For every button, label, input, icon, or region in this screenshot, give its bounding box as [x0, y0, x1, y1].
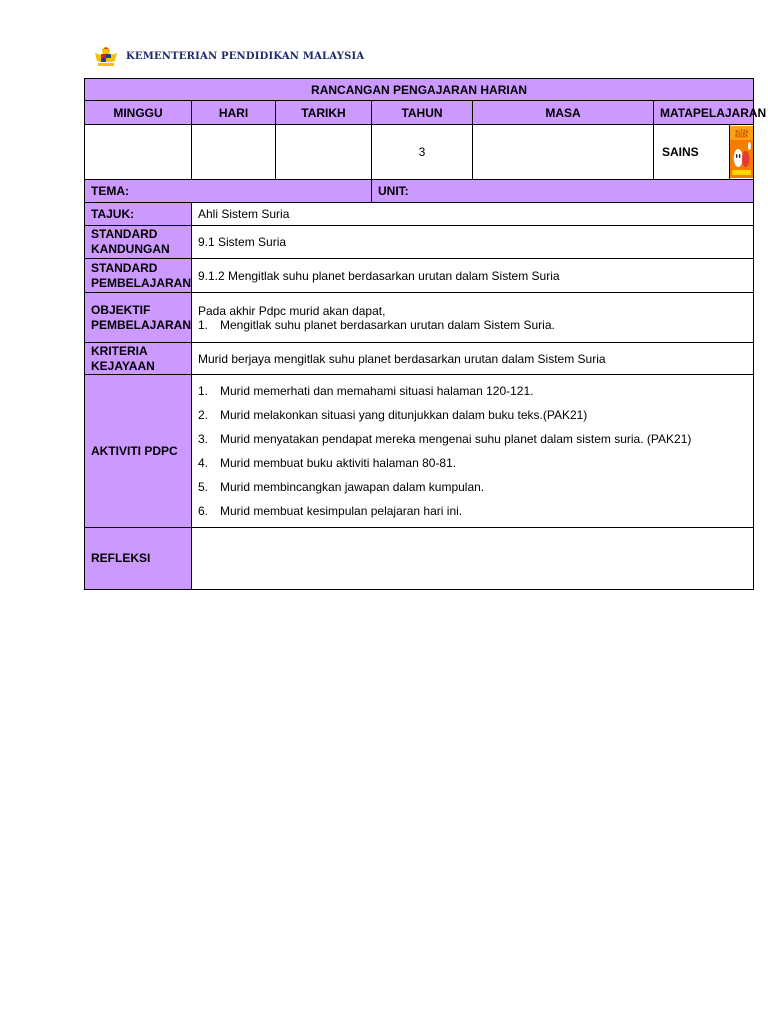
standard-kandungan-label-line2: KANDUNGAN — [91, 242, 170, 256]
col-tahun: TAHUN — [372, 101, 473, 125]
list-item-number: 2. — [198, 408, 209, 422]
col-matapelajaran: MATAPELAJARAN — [654, 101, 754, 125]
tahun-value: 3 — [372, 125, 473, 180]
list-item-number: 5. — [198, 480, 209, 494]
kriteria-value: Murid berjaya mengitlak suhu planet berdasarkan urutan dalam Sistem Suria — [192, 343, 754, 375]
list-item — [198, 403, 747, 427]
kriteria-label — [85, 343, 192, 375]
table-title: RANCANGAN PENGAJARAN HARIAN — [85, 79, 754, 101]
list-item — [198, 499, 747, 523]
list-item-number: 6. — [198, 504, 209, 518]
col-hari: HARI — [192, 101, 276, 125]
masa-value — [473, 125, 654, 180]
list-item-number: 3. — [198, 432, 209, 446]
tajuk-label: TAJUK: — [85, 203, 192, 226]
minggu-value — [85, 125, 192, 180]
list-item-text: Murid membuat buku aktiviti halaman 80-81. — [220, 456, 457, 470]
list-item-text: Murid membuat kesimpulan pelajaran hari ini. — [220, 504, 463, 518]
standard-pembelajaran-label-line1: STANDARD — [91, 260, 158, 275]
objektif-item — [198, 318, 747, 332]
ministry-name: KEMENTERIAN PENDIDIKAN MALAYSIA — [126, 50, 365, 62]
list-item-text: Murid melakonkan situasi yang ditunjukkan dalam buku teks.(PAK21) — [220, 408, 588, 422]
col-minggu: MINGGU — [85, 101, 192, 125]
objektif-label-line1: OBJEKTIF — [91, 302, 151, 317]
hari-value — [192, 125, 276, 180]
objektif-label — [85, 293, 192, 343]
aktiviti-value — [192, 375, 754, 528]
standard-pembelajaran-value: 9.1.2 Mengitlak suhu planet berdasarkan urutan dalam Sistem Suria — [192, 259, 754, 293]
list-item — [198, 427, 747, 451]
rph-table — [84, 78, 767, 590]
refleksi-value — [192, 528, 754, 590]
list-item — [198, 379, 747, 403]
objektif-label-line2: PEMBELAJARAN — [91, 317, 192, 332]
list-item — [198, 451, 747, 475]
kriteria-label-line2: KEJAYAAN — [91, 358, 155, 373]
standard-pembelajaran-label-line2: PEMBELAJARAN — [91, 275, 192, 290]
page-header — [92, 44, 364, 68]
standard-kandungan-label-line1: STANDARD — [91, 227, 158, 241]
tajuk-value: Ahli Sistem Suria — [192, 203, 754, 226]
objektif-item-number: 1. — [198, 317, 209, 332]
cover-cell — [730, 125, 754, 180]
list-item-text: Murid menyatakan pendapat mereka mengenai suhu planet dalam sistem suria. (PAK21) — [220, 432, 692, 446]
list-item — [198, 475, 747, 499]
textbook-cover-image — [730, 126, 753, 178]
kriteria-label-line1: KRITERIA — [91, 343, 148, 358]
list-item-text: Murid memerhati dan memahami situasi halaman 120-121. — [220, 384, 534, 398]
malaysia-crest-icon — [92, 45, 120, 67]
unit-label: UNIT: — [372, 180, 754, 203]
matapelajaran-value: SAINS — [654, 125, 730, 180]
aktiviti-list — [198, 375, 747, 527]
col-masa: MASA — [473, 101, 654, 125]
tarikh-value — [276, 125, 372, 180]
objektif-value — [192, 293, 754, 343]
svg-text:SAINS: SAINS — [735, 127, 748, 140]
objektif-item-text: Mengitlak suhu planet berdasarkan urutan dalam Sistem Suria. — [220, 317, 555, 332]
standard-kandungan-value: 9.1 Sistem Suria — [192, 226, 754, 259]
refleksi-label: REFLEKSI — [85, 528, 192, 590]
list-item-text: Murid membincangkan jawapan dalam kumpulan. — [220, 480, 485, 494]
tema-label: TEMA: — [85, 180, 372, 203]
aktiviti-label: AKTIVITI PDPC — [85, 375, 192, 528]
standard-kandungan-label — [85, 226, 192, 259]
list-item-number: 4. — [198, 456, 209, 470]
list-item-number: 1. — [198, 384, 209, 398]
col-tarikh: TARIKH — [276, 101, 372, 125]
objektif-intro: Pada akhir Pdpc murid akan dapat, — [198, 303, 386, 318]
standard-pembelajaran-label — [85, 259, 192, 293]
